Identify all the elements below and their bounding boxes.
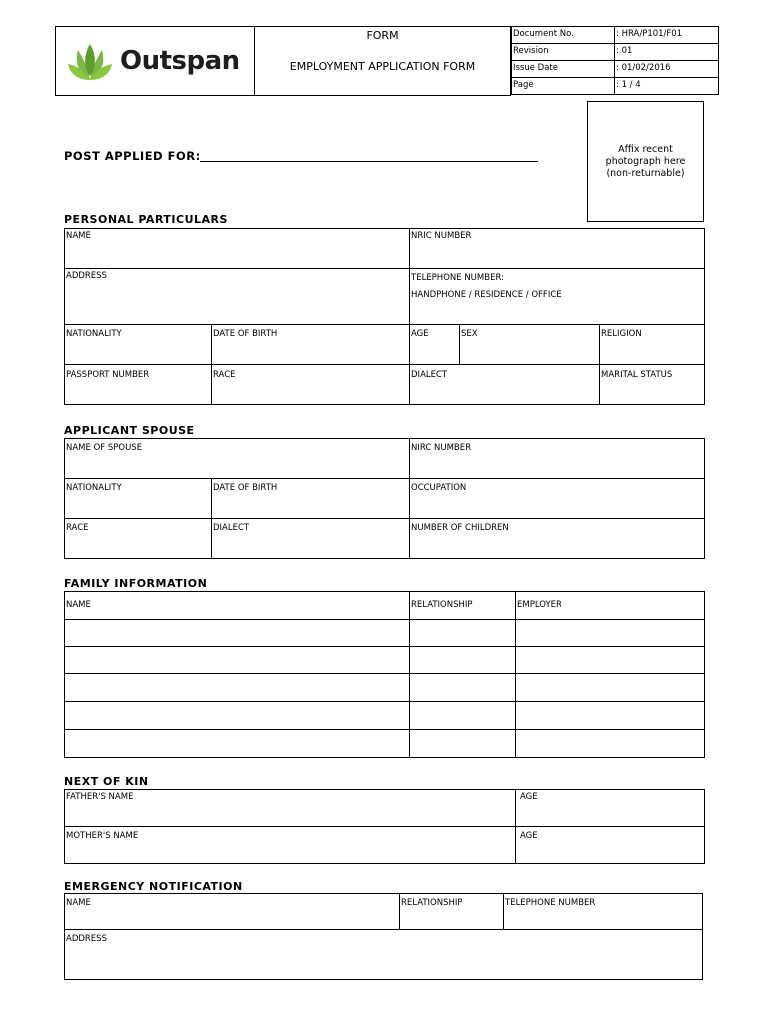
form-title: EMPLOYMENT APPLICATION FORM — [289, 60, 476, 73]
cell-relationship[interactable] — [410, 730, 516, 758]
section-title-emergency: EMERGENCY NOTIFICATION — [64, 880, 243, 893]
field-emergency-name[interactable]: NAME — [65, 894, 400, 930]
meta-label: Revision — [512, 44, 615, 61]
section-title-personal: PERSONAL PARTICULARS — [64, 213, 228, 226]
field-emergency-address[interactable]: ADDRESS — [65, 930, 703, 980]
section-title-next-of-kin: NEXT OF KIN — [64, 775, 149, 788]
form-label: FORM — [366, 29, 399, 42]
field-dialect[interactable]: DIALECT — [410, 365, 600, 405]
field-father-age[interactable]: AGE — [516, 790, 705, 827]
cell-name[interactable] — [65, 730, 410, 758]
meta-value: : 01/02/2016 — [615, 61, 719, 78]
cell-name[interactable] — [65, 647, 410, 674]
document-meta-table — [511, 26, 719, 95]
personal-particulars-table — [64, 228, 705, 405]
family-information-table — [64, 591, 705, 758]
table-row — [65, 730, 705, 758]
post-applied-field[interactable] — [200, 161, 538, 162]
photo-instruction: (non-returnable) — [606, 168, 685, 179]
field-passport[interactable]: PASSPORT NUMBER — [65, 365, 212, 405]
field-spouse-nirc[interactable]: NIRC NUMBER — [410, 439, 705, 479]
section-title-family: FAMILY INFORMATION — [64, 577, 208, 590]
outspan-leaf-icon — [66, 40, 114, 82]
field-father-name[interactable]: FATHER'S NAME — [65, 790, 516, 827]
cell-relationship[interactable] — [410, 702, 516, 730]
column-header-employer: EMPLOYER — [516, 592, 705, 620]
field-dob[interactable]: DATE OF BIRTH — [212, 325, 410, 365]
field-spouse-dialect[interactable]: DIALECT — [212, 519, 410, 559]
meta-value: : 1 / 4 — [615, 78, 719, 95]
photo-placeholder[interactable] — [587, 101, 704, 222]
form-title-box — [255, 26, 511, 96]
field-address[interactable]: ADDRESS — [65, 269, 410, 325]
meta-value: : 01 — [615, 44, 719, 61]
cell-relationship[interactable] — [410, 620, 516, 647]
table-row — [65, 702, 705, 730]
field-marital-status[interactable]: MARITAL STATUS — [600, 365, 705, 405]
table-row — [65, 674, 705, 702]
field-name[interactable]: NAME — [65, 229, 410, 269]
field-race[interactable]: RACE — [212, 365, 410, 405]
meta-label: Document No. — [512, 27, 615, 44]
telephone-label: TELEPHONE NUMBER: — [411, 273, 504, 283]
applicant-spouse-table — [64, 438, 705, 559]
meta-label: Page — [512, 78, 615, 95]
photo-instruction: photograph here — [605, 156, 686, 167]
cell-employer[interactable] — [516, 730, 705, 758]
field-spouse-nationality[interactable]: NATIONALITY — [65, 479, 212, 519]
logo-text: Outspan — [120, 46, 240, 76]
field-sex[interactable]: SEX — [460, 325, 600, 365]
field-telephone[interactable] — [410, 269, 705, 325]
cell-employer[interactable] — [516, 647, 705, 674]
field-emergency-relationship[interactable]: RELATIONSHIP — [400, 894, 504, 930]
field-spouse-race[interactable]: RACE — [65, 519, 212, 559]
cell-relationship[interactable] — [410, 674, 516, 702]
post-applied-label: POST APPLIED FOR: — [64, 149, 201, 163]
field-mother-age[interactable]: AGE — [516, 827, 705, 864]
field-spouse-dob[interactable]: DATE OF BIRTH — [212, 479, 410, 519]
cell-relationship[interactable] — [410, 647, 516, 674]
cell-name[interactable] — [65, 674, 410, 702]
emergency-notification-table — [64, 893, 703, 980]
table-row — [65, 620, 705, 647]
column-header-name: NAME — [65, 592, 410, 620]
logo — [55, 26, 255, 96]
field-religion[interactable]: RELIGION — [600, 325, 705, 365]
field-spouse-occupation[interactable]: OCCUPATION — [410, 479, 705, 519]
column-header-relationship: RELATIONSHIP — [410, 592, 516, 620]
cell-employer[interactable] — [516, 702, 705, 730]
section-title-spouse: APPLICANT SPOUSE — [64, 424, 195, 437]
cell-name[interactable] — [65, 620, 410, 647]
field-number-of-children[interactable]: NUMBER OF CHILDREN — [410, 519, 705, 559]
field-emergency-telephone[interactable]: TELEPHONE NUMBER — [504, 894, 703, 930]
field-nric[interactable]: NRIC NUMBER — [410, 229, 705, 269]
field-spouse-name[interactable]: NAME OF SPOUSE — [65, 439, 410, 479]
next-of-kin-table — [64, 789, 705, 864]
cell-employer[interactable] — [516, 674, 705, 702]
cell-name[interactable] — [65, 702, 410, 730]
meta-value: : HRA/P101/F01 — [615, 27, 719, 44]
photo-instruction: Affix recent — [618, 144, 673, 155]
meta-label: Issue Date — [512, 61, 615, 78]
telephone-sublabel: HANDPHONE / RESIDENCE / OFFICE — [411, 290, 562, 300]
field-mother-name[interactable]: MOTHER'S NAME — [65, 827, 516, 864]
field-nationality[interactable]: NATIONALITY — [65, 325, 212, 365]
table-row — [65, 647, 705, 674]
cell-employer[interactable] — [516, 620, 705, 647]
field-age[interactable]: AGE — [410, 325, 460, 365]
